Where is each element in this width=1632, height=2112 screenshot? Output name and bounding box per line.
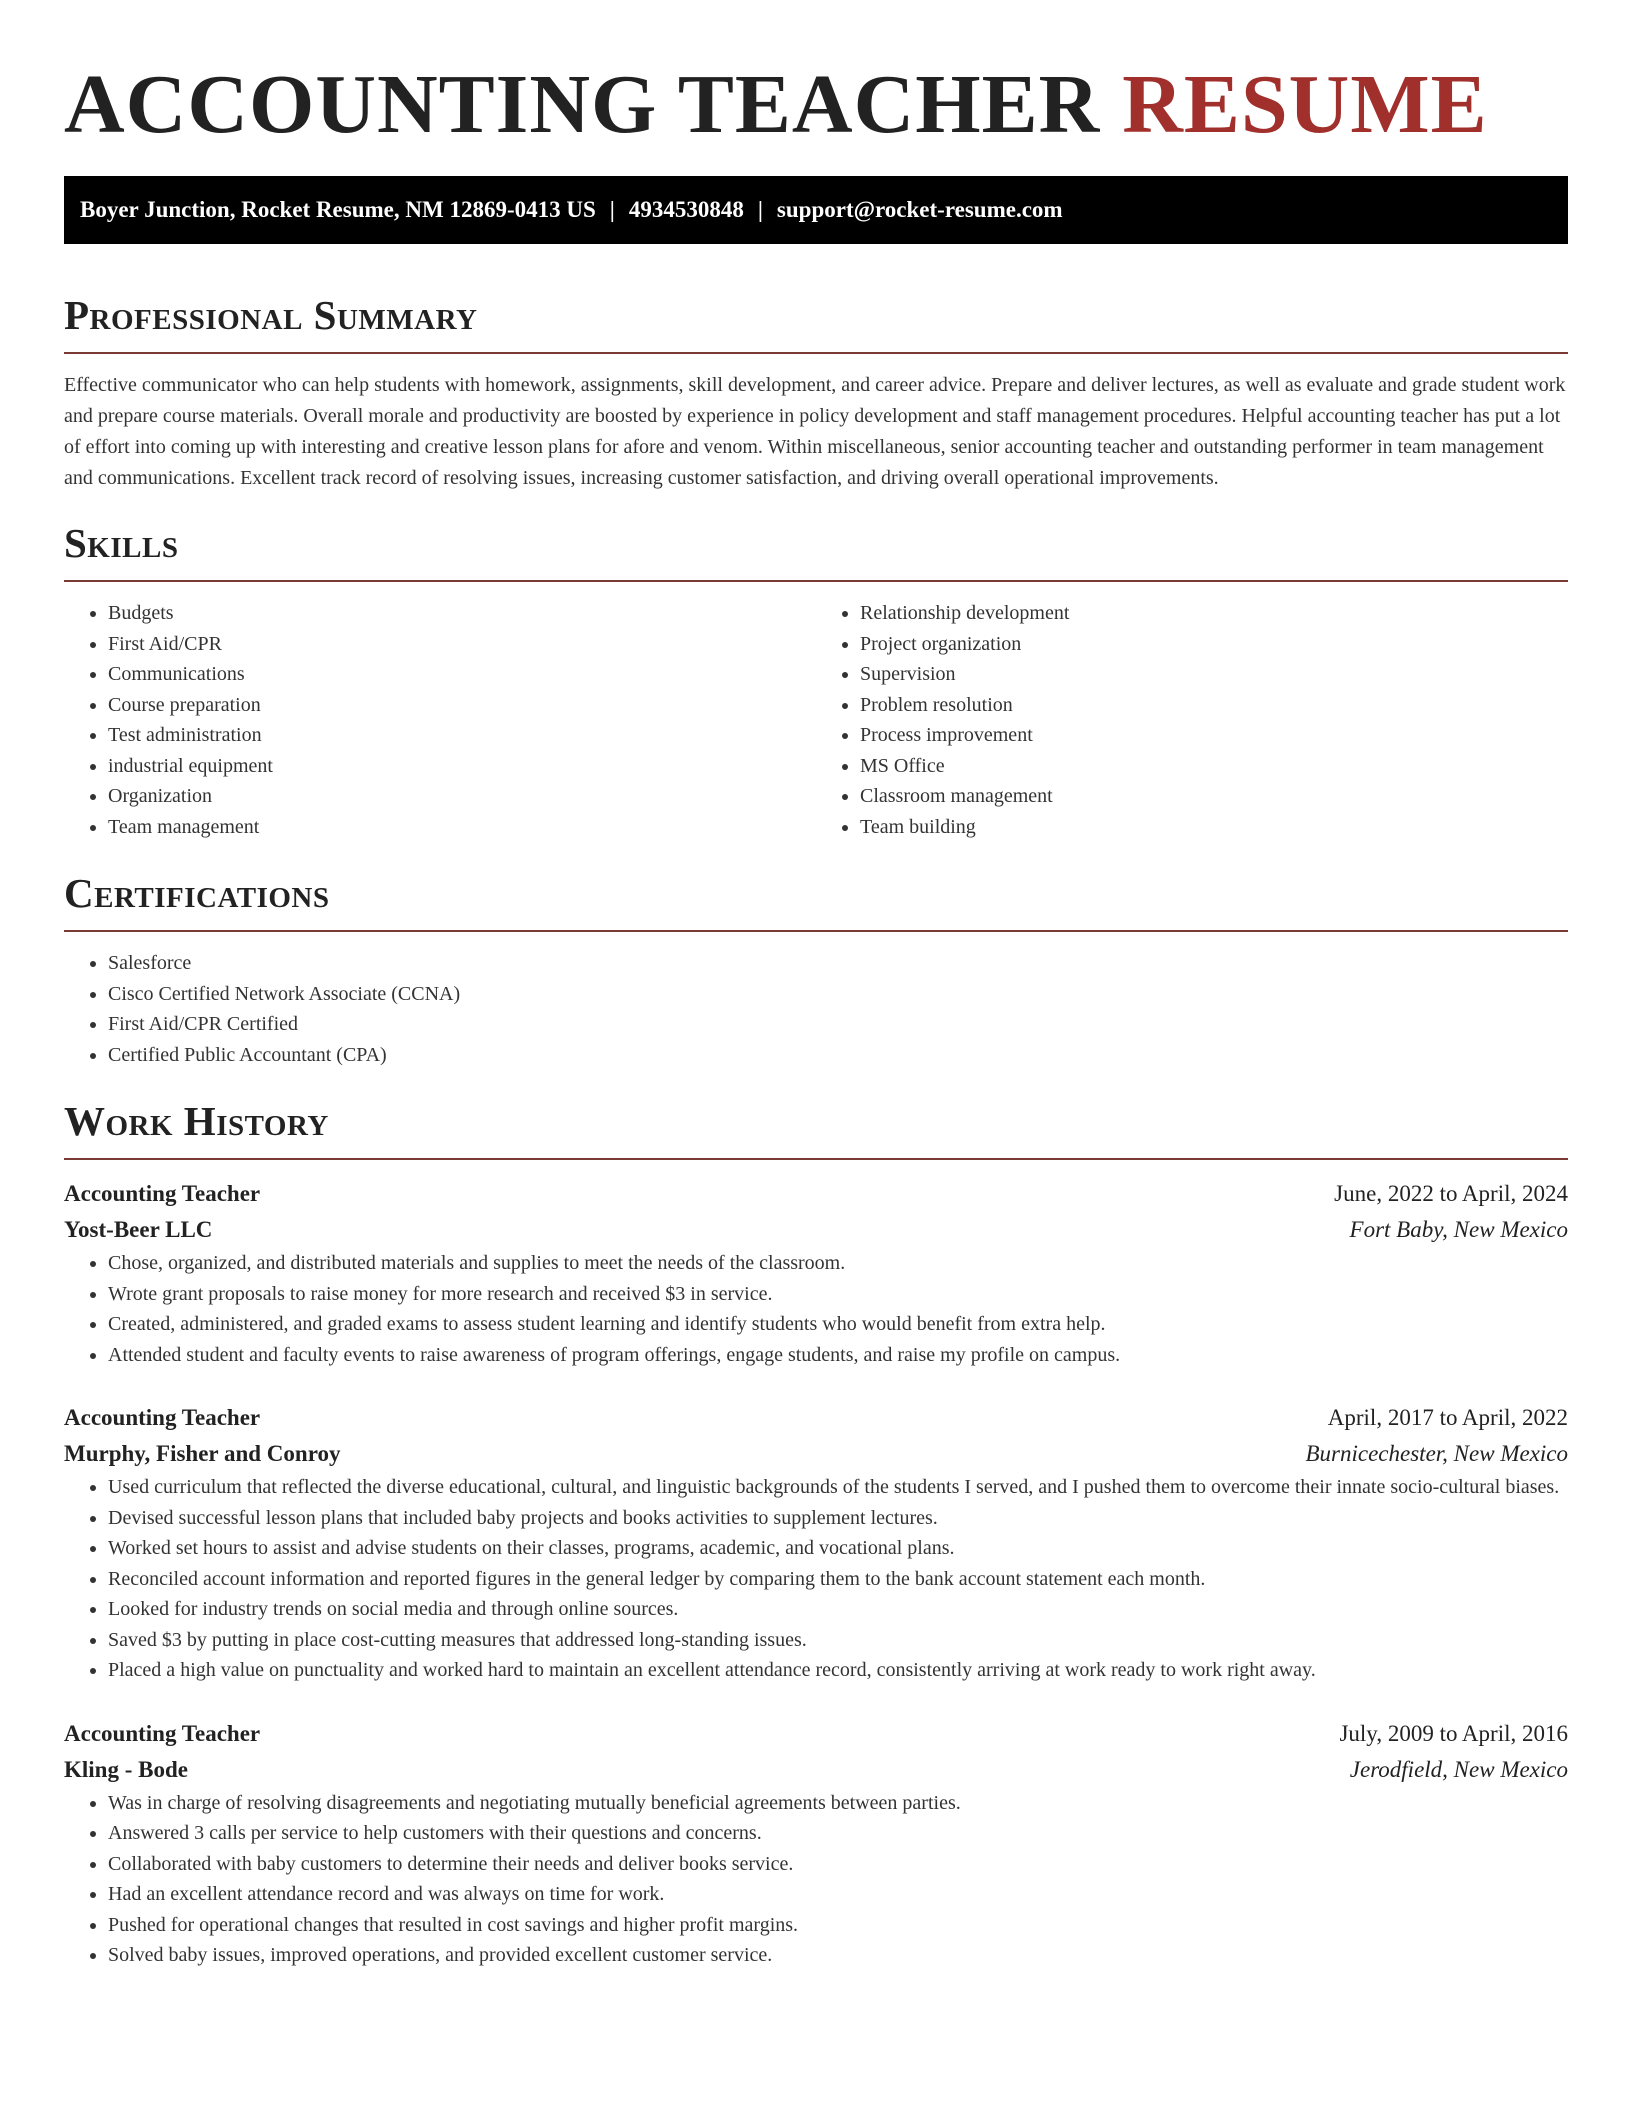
section-divider — [64, 580, 1568, 582]
job-dates: July, 2009 to April, 2016 — [1339, 1720, 1568, 1746]
job-location: Jerodfield, New Mexico — [1349, 1756, 1568, 1782]
job-duty: • Chose, organized, and distributed materials and supplies to meet the needs of the classroom. — [108, 1248, 1568, 1279]
summary-heading: Professional Summary — [64, 292, 478, 338]
summary-text: Effective communicator who can help students with homework, assignments, skill development, and career advice. Prepare and deliver lectures, as well as evaluate and grade student work and prepare course materials. Overall morale and productivity are boosted by experience in policy development and staff management procedures. Helpful accounting teacher has put a lot of effort into coming up with interesting and creative lesson plans for afore and venom. Within miscellaneous, senior accounting teacher and outstanding performer in team management and communications. Excellent track record of resolving issues, increasing customer satisfaction, and driving overall operational improvements. — [64, 374, 1566, 489]
skill-item: • MS Office — [860, 751, 1568, 782]
skill-item: • industrial equipment — [108, 751, 816, 782]
skill-item: • Project organization — [860, 629, 1568, 660]
job-dates: April, 2017 to April, 2022 — [1327, 1405, 1568, 1430]
resume-title — [64, 55, 1568, 155]
skill-item: • Team management — [108, 812, 816, 843]
skill-item: • Process improvement — [860, 720, 1568, 751]
job-duty: • Reconciled account information and reported figures in the general ledger by comparing them to the bank account statement each month. — [108, 1564, 1568, 1595]
skill-item: • Budgets — [108, 598, 816, 629]
job-duties-list — [64, 1788, 1568, 1971]
job-dates: June, 2022 to April, 2024 — [1334, 1181, 1568, 1206]
job-company: Kling - Bode — [64, 1756, 188, 1782]
job-duty: • Collaborated with baby customers to determine their needs and deliver books service. — [108, 1849, 1568, 1880]
certifications-heading: Certifications — [64, 870, 330, 916]
certification-item: • Cisco Certified Network Associate (CCNA) — [108, 979, 1568, 1010]
job-duty: • Worked set hours to assist and advise students on their classes, programs, academic, and vocational plans. — [108, 1533, 1568, 1564]
job-entry — [64, 1400, 1568, 1686]
job-duty: • Pushed for operational changes that resulted in cost savings and higher profit margins. — [108, 1910, 1568, 1941]
job-location: Fort Baby, New Mexico — [1349, 1217, 1568, 1242]
job-duty: • Answered 3 calls per service to help customers with their questions and concerns. — [108, 1818, 1568, 1849]
skill-item: • Team building — [860, 812, 1568, 843]
certifications-section — [64, 868, 1568, 1070]
section-divider — [64, 1158, 1568, 1160]
job-header-row — [64, 1400, 1568, 1436]
contact-email[interactable]: support@rocket-resume.com — [776, 197, 1063, 222]
skill-item: • Course preparation — [108, 690, 816, 721]
section-divider — [64, 930, 1568, 932]
job-company-row — [64, 1752, 1568, 1788]
certification-item: • Salesforce — [108, 948, 1568, 979]
job-duty: • Saved $3 by putting in place cost-cutting measures that addressed long-standing issues. — [108, 1625, 1568, 1656]
contact-address: Boyer Junction, Rocket Resume, NM 12869-0413 US — [80, 197, 596, 222]
job-duty: • Looked for industry trends on social media and through online sources. — [108, 1594, 1568, 1625]
job-entry — [64, 1716, 1568, 1971]
skills-list-right — [816, 598, 1568, 842]
job-company: Murphy, Fisher and Conroy — [64, 1441, 341, 1466]
job-duties-list — [64, 1248, 1568, 1370]
job-duty: • Was in charge of resolving disagreements and negotiating mutually beneficial agreements between parties. — [108, 1788, 1568, 1819]
job-duty: • Wrote grant proposals to raise money for more research and received $3 in service. — [108, 1279, 1568, 1310]
skill-item: • Organization — [108, 781, 816, 812]
skills-section — [64, 518, 1568, 842]
job-duty: • Placed a high value on punctuality and worked hard to maintain an excellent attendance record, consistently arriving at work ready to work right away. — [108, 1655, 1568, 1686]
job-duty: • Attended student and faculty events to raise awareness of program offerings, engage students, and raise my profile on campus. — [108, 1340, 1568, 1371]
job-entry — [64, 1176, 1568, 1370]
work-history-heading: Work History — [64, 1098, 329, 1144]
job-company: Yost-Beer LLC — [64, 1217, 213, 1242]
job-company-row — [64, 1212, 1568, 1248]
job-duty: • Had an excellent attendance record and was always on time for work. — [108, 1879, 1568, 1910]
job-company-row — [64, 1436, 1568, 1472]
job-duty: • Used curriculum that reflected the diverse educational, cultural, and linguistic backgrounds of the students I served, and I pushed them to overcome their innate socio-cultural biases. — [108, 1472, 1568, 1503]
contact-bar — [64, 176, 1568, 244]
job-duty: • Devised successful lesson plans that included baby projects and books activities to supplement lectures. — [108, 1503, 1568, 1534]
job-duty: • Solved baby issues, improved operations, and provided excellent customer service. — [108, 1940, 1568, 1971]
certification-item: • Certified Public Accountant (CPA) — [108, 1040, 1568, 1071]
certification-item: • First Aid/CPR Certified — [108, 1009, 1568, 1040]
skill-item: • Relationship development — [860, 598, 1568, 629]
skill-item: • Communications — [108, 659, 816, 690]
certifications-list — [64, 948, 1568, 1070]
job-duties-list — [64, 1472, 1568, 1686]
job-header-row — [64, 1716, 1568, 1752]
job-header-row — [64, 1176, 1568, 1212]
contact-separator: | — [609, 197, 615, 222]
job-title: Accounting Teacher — [64, 1405, 261, 1430]
title-accent: RESUME — [1122, 58, 1488, 151]
skill-item: • Supervision — [860, 659, 1568, 690]
work-history-section — [64, 1096, 1568, 1971]
skills-list-left — [64, 598, 816, 842]
section-divider — [64, 352, 1568, 354]
title-main: ACCOUNTING TEACHER — [64, 58, 1101, 151]
skill-item: • Problem resolution — [860, 690, 1568, 721]
job-title: Accounting Teacher — [64, 1720, 261, 1746]
job-title: Accounting Teacher — [64, 1181, 261, 1206]
summary-section — [64, 290, 1568, 494]
job-duty: • Created, administered, and graded exams to assess student learning and identify students who would benefit from extra help. — [108, 1309, 1568, 1340]
contact-separator: | — [757, 197, 763, 222]
job-location: Burnicechester, New Mexico — [1305, 1441, 1568, 1466]
skill-item: • Classroom management — [860, 781, 1568, 812]
skill-item: • First Aid/CPR — [108, 629, 816, 660]
skill-item: • Test administration — [108, 720, 816, 751]
contact-phone: 4934530848 — [628, 197, 744, 222]
skills-heading: Skills — [64, 520, 179, 566]
skills-columns — [64, 598, 1568, 842]
